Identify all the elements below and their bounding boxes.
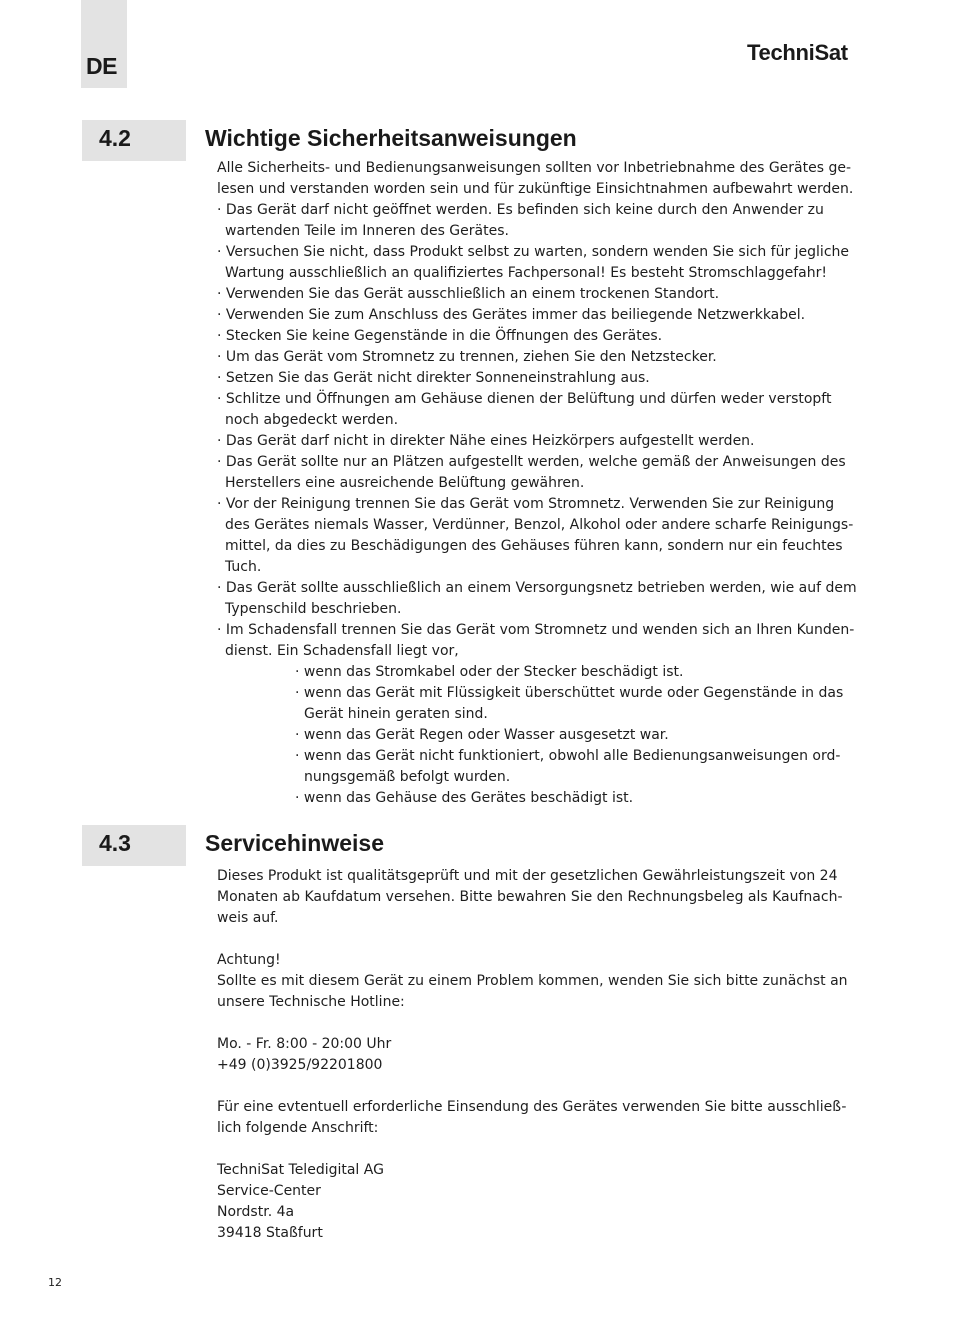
page-number: 12: [48, 1276, 62, 1289]
text-line: Mo. - Fr. 8:00 - 20:00 Uhr: [217, 1036, 392, 1052]
service-notes: [217, 866, 877, 1244]
blank-line: [217, 1013, 877, 1034]
text-line: dienst. Ein Schadensfall liegt vor,: [225, 643, 459, 659]
text-line: TechniSat Teledigital AG: [217, 1162, 384, 1178]
text-line: · Das Gerät darf nicht in direkter Nähe eines Heizkörpers aufgestellt werden.: [217, 433, 755, 449]
blank-line: [217, 1139, 877, 1160]
text-line: lich folgende Anschrift:: [217, 1120, 379, 1136]
text-line: Gerät hinein geraten sind.: [304, 706, 488, 722]
text-line: · Verwenden Sie zum Anschluss des Gerätes immer das beiliegende Netzwerkkabel.: [217, 307, 806, 323]
text-line: · wenn das Stromkabel oder der Stecker beschädigt ist.: [295, 664, 684, 680]
text-line: Für eine evtentuell erforderliche Einsendung des Gerätes verwenden Sie bitte ausschließ-: [217, 1099, 847, 1115]
text-line: · Schlitze und Öffnungen am Gehäuse dienen der Belüftung und dürfen weder verstopft: [217, 391, 832, 407]
language-tab: [81, 0, 127, 88]
section-number: 4.3: [99, 830, 131, 856]
text-line: Achtung!: [217, 952, 281, 968]
text-line: · Im Schadensfall trennen Sie das Gerät vom Stromnetz und wenden sich an Ihren Kunden-: [217, 622, 855, 638]
text-line: des Gerätes niemals Wasser, Verdünner, Benzol, Alkohol oder andere scharfe Reinigungs-: [225, 517, 854, 533]
text-line: Sollte es mit diesem Gerät zu einem Problem kommen, wenden Sie sich bitte zunächst an: [217, 973, 848, 989]
text-line: · Setzen Sie das Gerät nicht direkter Sonneneinstrahlung aus.: [217, 370, 650, 386]
text-line: · Das Gerät sollte nur an Plätzen aufgestellt werden, welche gemäß der Anweisungen des: [217, 454, 846, 470]
blank-line: [217, 1076, 877, 1097]
text-line: · Verwenden Sie das Gerät ausschließlich an einem trockenen Standort.: [217, 286, 720, 302]
text-line: · Vor der Reinigung trennen Sie das Gerät vom Stromnetz. Verwenden Sie zur Reinigung: [217, 496, 835, 512]
text-line: Alle Sicherheits- und Bedienungsanweisungen sollten vor Inbetriebnahme des Gerätes ge-: [217, 160, 852, 176]
text-line: Wartung ausschließlich an qualifiziertes Fachpersonal! Es besteht Stromschlaggefahr!: [225, 265, 827, 281]
text-line: Herstellers eine ausreichende Belüftung gewähren.: [225, 475, 585, 491]
text-line: · Stecken Sie keine Gegenstände in die Öffnungen des Gerätes.: [217, 328, 663, 344]
text-line: +49 (0)3925/92201800: [217, 1057, 383, 1073]
text-line: · wenn das Gerät Regen oder Wasser ausgesetzt war.: [295, 727, 669, 743]
text-line: · Um das Gerät vom Stromnetz zu trennen, ziehen Sie den Netzstecker.: [217, 349, 717, 365]
text-line: mittel, da dies zu Beschädigungen des Gehäuses führen kann, sondern nur ein feuchtes: [225, 538, 843, 554]
text-line: wartenden Teile im Inneren des Gerätes.: [225, 223, 509, 239]
blank-line: [217, 929, 877, 950]
text-line: Service-Center: [217, 1183, 321, 1199]
text-line: Nordstr. 4a: [217, 1204, 295, 1220]
text-line: 39418 Staßfurt: [217, 1225, 323, 1241]
text-line: Dieses Produkt ist qualitätsgeprüft und mit der gesetzlichen Gewährleistungszeit von 24: [217, 868, 838, 884]
section-number: 4.2: [99, 125, 131, 151]
section-number-box: [82, 825, 186, 866]
text-line: · Das Gerät darf nicht geöffnet werden. Es befinden sich keine durch den Anwender zu: [217, 202, 824, 218]
text-line: · wenn das Gehäuse des Gerätes beschädigt ist.: [295, 790, 634, 806]
section-title: Wichtige Sicherheitsanweisungen: [205, 125, 577, 151]
text-line: Monaten ab Kaufdatum versehen. Bitte bewahren Sie den Rechnungsbeleg als Kaufnach-: [217, 889, 843, 905]
text-line: Tuch.: [225, 559, 262, 575]
text-line: · wenn das Gerät mit Flüssigkeit überschüttet wurde oder Gegenstände in das: [295, 685, 844, 701]
text-line: weis auf.: [217, 910, 279, 926]
text-line: Typenschild beschrieben.: [225, 601, 402, 617]
text-line: lesen und verstanden worden sein und für zukünftige Einsichtnahmen aufbewahrt werden.: [217, 181, 854, 197]
text-line: unsere Technische Hotline:: [217, 994, 405, 1010]
technisat-logo: TechniSat: [747, 40, 848, 65]
section-title: Servicehinweise: [205, 830, 384, 856]
text-line: · Das Gerät sollte ausschließlich an einem Versorgungsnetz betrieben werden, wie auf dem: [217, 580, 857, 596]
text-line: noch abgedeckt werden.: [225, 412, 399, 428]
text-line: · Versuchen Sie nicht, dass Produkt selbst zu warten, sondern wenden Sie sich für jegliche: [217, 244, 849, 260]
section-number-box: [82, 120, 186, 161]
safety-instructions: [217, 158, 877, 809]
language-label: DE: [86, 53, 117, 79]
text-line: · wenn das Gerät nicht funktioniert, obwohl alle Bedienungsanweisungen ord-: [295, 748, 841, 764]
text-line: nungsgemäß befolgt wurden.: [304, 769, 511, 785]
